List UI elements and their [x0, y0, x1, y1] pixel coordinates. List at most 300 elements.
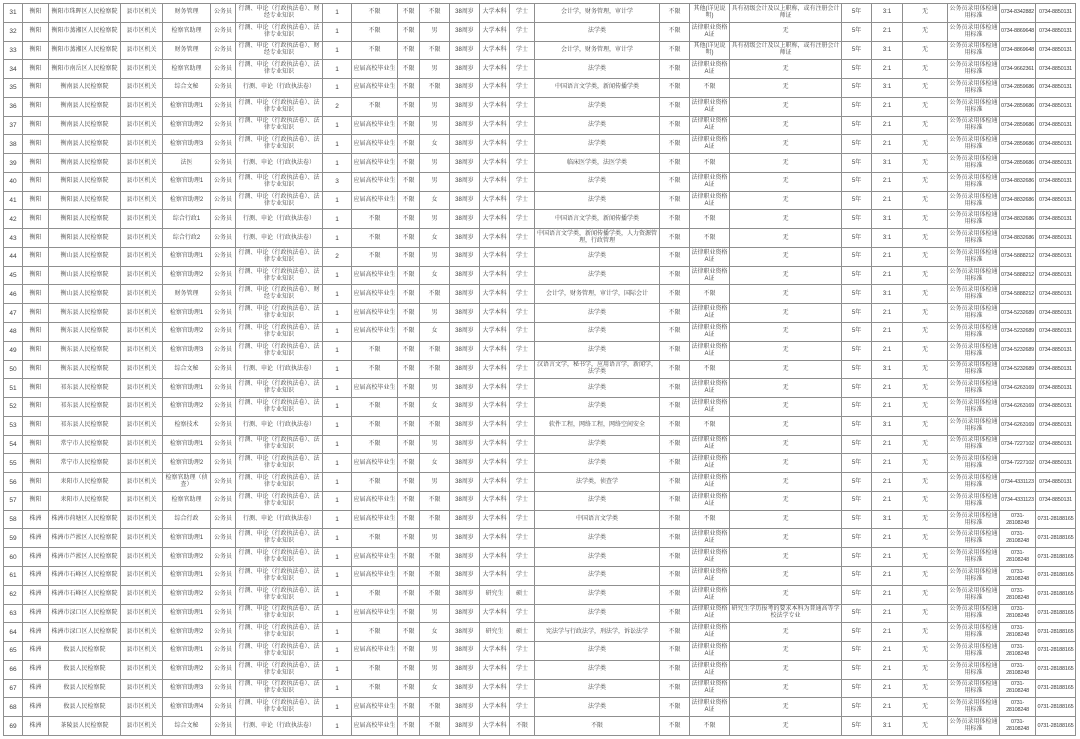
- cell-education: 大学本科: [480, 97, 510, 116]
- cell-fitness: 无: [903, 529, 948, 548]
- cell-education: 大学本科: [480, 548, 510, 567]
- cell-count: 1: [323, 304, 352, 323]
- cell-degree: 学士: [510, 4, 535, 23]
- cell-gender: 不限: [420, 360, 450, 379]
- cell-unit: 株洲市荷塘区人民检察院: [49, 510, 121, 529]
- cell-no: 64: [4, 623, 23, 642]
- cell-count: 2: [323, 97, 352, 116]
- cell-service_years: 5年: [842, 548, 872, 567]
- cell-level: 县市区机关: [121, 566, 163, 585]
- cell-city: 衡阳: [23, 491, 49, 510]
- cell-limit_b: 不限: [660, 116, 690, 135]
- cell-count: 1: [323, 642, 352, 661]
- cell-limit_b: 不限: [660, 97, 690, 116]
- cell-type: 公务员: [211, 454, 236, 473]
- cell-certificate: 法律职业资格A证: [690, 22, 730, 41]
- cell-position: 检察官助理2: [163, 398, 211, 417]
- cell-age: 38周岁: [450, 548, 480, 567]
- cell-position: 检察官助理1: [163, 604, 211, 623]
- cell-no: 66: [4, 660, 23, 679]
- cell-limit_b: 不限: [660, 247, 690, 266]
- cell-other_req: 无: [730, 360, 842, 379]
- cell-type: 公务员: [211, 642, 236, 661]
- cell-level: 县市区机关: [121, 191, 163, 210]
- cell-phone_supervise: 0731-28188165: [1036, 698, 1076, 717]
- cell-service_years: 5年: [842, 604, 872, 623]
- cell-phone_supervise: 0731-28188165: [1036, 642, 1076, 661]
- cell-fitness: 无: [903, 22, 948, 41]
- cell-limit_a: 不限: [398, 717, 420, 736]
- cell-service_years: 5年: [842, 566, 872, 585]
- cell-service_years: 5年: [842, 4, 872, 23]
- cell-phone_consult: 0734-2859686: [1000, 135, 1036, 154]
- cell-gender: 女: [420, 679, 450, 698]
- table-row: [4, 398, 1076, 417]
- cell-exam_ratio: 3:1: [872, 154, 903, 173]
- cell-level: 县市区机关: [121, 717, 163, 736]
- cell-count: 1: [323, 22, 352, 41]
- cell-unit: 常宁市人民检察院: [49, 435, 121, 454]
- cell-count: 1: [323, 679, 352, 698]
- cell-gender: 不限: [420, 79, 450, 98]
- cell-degree: 学士: [510, 435, 535, 454]
- cell-physical: 公务员录用体检通用标准: [948, 642, 1000, 661]
- cell-limit_a: 不限: [398, 473, 420, 492]
- cell-limit_a: 不限: [398, 285, 420, 304]
- cell-count: 3: [323, 172, 352, 191]
- cell-certificate: 法律职业资格A证: [690, 454, 730, 473]
- cell-age: 38周岁: [450, 247, 480, 266]
- cell-exam_ratio: 3:1: [872, 285, 903, 304]
- cell-limit_b: 不限: [660, 41, 690, 60]
- cell-degree: 学士: [510, 360, 535, 379]
- cell-limit_a: 不限: [398, 229, 420, 248]
- cell-level: 县市区机关: [121, 398, 163, 417]
- cell-target: 应届高校毕业生: [352, 717, 398, 736]
- cell-age: 38周岁: [450, 341, 480, 360]
- cell-phone_supervise: 0731-28188165: [1036, 529, 1076, 548]
- cell-position: 财务管理: [163, 41, 211, 60]
- cell-position: 检察官助理2: [163, 323, 211, 342]
- cell-limit_b: 不限: [660, 585, 690, 604]
- cell-major: 汉语言文学，秘书学，应用语言学，新闻学，法学类: [535, 360, 660, 379]
- cell-degree: 学士: [510, 454, 535, 473]
- cell-certificate: 法律职业资格A证: [690, 266, 730, 285]
- cell-service_years: 5年: [842, 435, 872, 454]
- cell-degree: 学士: [510, 247, 535, 266]
- cell-no: 47: [4, 304, 23, 323]
- cell-age: 38周岁: [450, 285, 480, 304]
- cell-position: 检察官助理1: [163, 529, 211, 548]
- cell-target: 应届高校毕业生: [352, 698, 398, 717]
- cell-phone_supervise: 0734-8850131: [1036, 154, 1076, 173]
- cell-limit_b: 不限: [660, 79, 690, 98]
- table-row: [4, 247, 1076, 266]
- cell-degree: 不限: [510, 717, 535, 736]
- cell-gender: 男: [420, 116, 450, 135]
- cell-position: 检察技术: [163, 416, 211, 435]
- table-row: [4, 454, 1076, 473]
- cell-city: 株洲: [23, 548, 49, 567]
- cell-gender: 不限: [420, 548, 450, 567]
- cell-certificate: 不限: [690, 416, 730, 435]
- cell-position: 检察官助理2: [163, 623, 211, 642]
- cell-phone_consult: 0731-28108248: [1000, 510, 1036, 529]
- cell-phone_supervise: 0731-28188165: [1036, 717, 1076, 736]
- cell-age: 38周岁: [450, 529, 480, 548]
- cell-exam: 行测、申论（行政执法卷）、法律专业知识: [236, 97, 323, 116]
- cell-phone_consult: 0731-28108248: [1000, 623, 1036, 642]
- cell-limit_b: 不限: [660, 548, 690, 567]
- cell-fitness: 无: [903, 398, 948, 417]
- table-row: [4, 566, 1076, 585]
- cell-degree: 学士: [510, 642, 535, 661]
- cell-level: 县市区机关: [121, 548, 163, 567]
- cell-limit_a: 不限: [398, 79, 420, 98]
- cell-phone_consult: 0734-8832686: [1000, 191, 1036, 210]
- cell-count: 1: [323, 229, 352, 248]
- cell-no: 60: [4, 548, 23, 567]
- table-row: [4, 266, 1076, 285]
- cell-phone_consult: 0731-28108248: [1000, 604, 1036, 623]
- cell-exam: 行测、申论（行政执法卷）: [236, 79, 323, 98]
- cell-count: 2: [323, 247, 352, 266]
- cell-unit: 衡阳市蒸湘区人民检察院: [49, 41, 121, 60]
- cell-count: 1: [323, 41, 352, 60]
- cell-no: 34: [4, 60, 23, 79]
- cell-education: 大学本科: [480, 416, 510, 435]
- cell-phone_supervise: 0734-8850131: [1036, 116, 1076, 135]
- cell-count: 1: [323, 660, 352, 679]
- cell-certificate: 法律职业资格A证: [690, 491, 730, 510]
- cell-target: 应届高校毕业生: [352, 491, 398, 510]
- cell-certificate: 法律职业资格A证: [690, 398, 730, 417]
- cell-degree: 学士: [510, 154, 535, 173]
- cell-gender: 男: [420, 210, 450, 229]
- table-row: [4, 97, 1076, 116]
- cell-limit_b: 不限: [660, 341, 690, 360]
- cell-exam_ratio: 2:1: [872, 698, 903, 717]
- cell-exam: 行测、申论（行政执法卷）、法律专业知识: [236, 473, 323, 492]
- cell-phone_consult: 0734-8832686: [1000, 172, 1036, 191]
- cell-limit_b: 不限: [660, 285, 690, 304]
- cell-target: 不限: [352, 585, 398, 604]
- cell-no: 41: [4, 191, 23, 210]
- cell-service_years: 5年: [842, 454, 872, 473]
- cell-limit_b: 不限: [660, 454, 690, 473]
- cell-major: 法学类: [535, 304, 660, 323]
- cell-limit_b: 不限: [660, 135, 690, 154]
- cell-other_req: 无: [730, 454, 842, 473]
- cell-exam_ratio: 3:1: [872, 210, 903, 229]
- cell-limit_a: 不限: [398, 660, 420, 679]
- cell-certificate: 法律职业资格A证: [690, 135, 730, 154]
- cell-fitness: 无: [903, 379, 948, 398]
- table-row: [4, 698, 1076, 717]
- cell-city: 衡阳: [23, 97, 49, 116]
- cell-city: 株洲: [23, 717, 49, 736]
- cell-fitness: 无: [903, 435, 948, 454]
- cell-exam_ratio: 2:1: [872, 585, 903, 604]
- cell-type: 公务员: [211, 548, 236, 567]
- cell-position: 检察官助理2: [163, 116, 211, 135]
- cell-count: 1: [323, 548, 352, 567]
- cell-degree: 学士: [510, 566, 535, 585]
- cell-city: 衡阳: [23, 41, 49, 60]
- cell-other_req: 无: [730, 717, 842, 736]
- cell-degree: 学士: [510, 210, 535, 229]
- cell-exam_ratio: 2:1: [872, 491, 903, 510]
- cell-city: 株洲: [23, 660, 49, 679]
- cell-phone_supervise: 0731-28188165: [1036, 623, 1076, 642]
- cell-gender: 男: [420, 22, 450, 41]
- cell-phone_supervise: 0734-8850131: [1036, 454, 1076, 473]
- cell-count: 1: [323, 529, 352, 548]
- cell-city: 衡阳: [23, 154, 49, 173]
- cell-exam_ratio: 2:1: [872, 604, 903, 623]
- cell-phone_consult: 0734-8869648: [1000, 22, 1036, 41]
- cell-exam_ratio: 2:1: [872, 435, 903, 454]
- cell-target: 不限: [352, 529, 398, 548]
- cell-gender: 男: [420, 379, 450, 398]
- cell-limit_a: 不限: [398, 623, 420, 642]
- cell-type: 公务员: [211, 473, 236, 492]
- cell-other_req: 无: [730, 566, 842, 585]
- cell-phone_consult: 0731-28108248: [1000, 642, 1036, 661]
- cell-limit_a: 不限: [398, 41, 420, 60]
- cell-target: 不限: [352, 97, 398, 116]
- cell-target: 不限: [352, 360, 398, 379]
- cell-service_years: 5年: [842, 379, 872, 398]
- cell-fitness: 无: [903, 116, 948, 135]
- cell-certificate: 法律职业资格A证: [690, 60, 730, 79]
- cell-target: 应届高校毕业生: [352, 154, 398, 173]
- cell-limit_a: 不限: [398, 360, 420, 379]
- table-row: [4, 473, 1076, 492]
- cell-unit: 衡南县人民检察院: [49, 79, 121, 98]
- cell-type: 公务员: [211, 97, 236, 116]
- cell-degree: 学士: [510, 491, 535, 510]
- cell-level: 县市区机关: [121, 229, 163, 248]
- cell-limit_a: 不限: [398, 97, 420, 116]
- cell-age: 38周岁: [450, 210, 480, 229]
- cell-limit_b: 不限: [660, 154, 690, 173]
- cell-position: 检察官助理1: [163, 172, 211, 191]
- cell-phone_consult: 0734-6263169: [1000, 398, 1036, 417]
- cell-count: 1: [323, 491, 352, 510]
- cell-age: 38周岁: [450, 41, 480, 60]
- cell-limit_b: 不限: [660, 473, 690, 492]
- cell-major: 法学类: [535, 116, 660, 135]
- cell-physical: 公务员录用体检通用标准: [948, 529, 1000, 548]
- cell-level: 县市区机关: [121, 679, 163, 698]
- cell-exam: 行测、申论（行政执法卷）、法律专业知识: [236, 585, 323, 604]
- cell-city: 衡阳: [23, 229, 49, 248]
- cell-fitness: 无: [903, 642, 948, 661]
- cell-phone_supervise: 0734-8850131: [1036, 341, 1076, 360]
- cell-degree: 学士: [510, 172, 535, 191]
- cell-certificate: 法律职业资格A证: [690, 660, 730, 679]
- cell-gender: 女: [420, 266, 450, 285]
- cell-other_req: 研究生学历报考的要求本科为普通高等学校法学专业: [730, 604, 842, 623]
- cell-phone_supervise: 0734-8850131: [1036, 247, 1076, 266]
- cell-limit_b: 不限: [660, 529, 690, 548]
- cell-type: 公务员: [211, 698, 236, 717]
- cell-count: 1: [323, 210, 352, 229]
- cell-city: 株洲: [23, 566, 49, 585]
- cell-age: 38周岁: [450, 604, 480, 623]
- cell-level: 县市区机关: [121, 4, 163, 23]
- cell-service_years: 5年: [842, 510, 872, 529]
- table-row: [4, 604, 1076, 623]
- cell-other_req: 无: [730, 548, 842, 567]
- cell-degree: 学士: [510, 379, 535, 398]
- cell-level: 县市区机关: [121, 247, 163, 266]
- cell-target: 应届高校毕业生: [352, 566, 398, 585]
- cell-type: 公务员: [211, 79, 236, 98]
- cell-position: 综合行政1: [163, 210, 211, 229]
- cell-limit_b: 不限: [660, 660, 690, 679]
- cell-position: 检察官助理2: [163, 266, 211, 285]
- cell-position: 综合文秘: [163, 360, 211, 379]
- cell-exam_ratio: 2:1: [872, 454, 903, 473]
- cell-education: 大学本科: [480, 22, 510, 41]
- cell-target: 应届高校毕业生: [352, 323, 398, 342]
- cell-education: 大学本科: [480, 642, 510, 661]
- cell-phone_consult: 0734-2859686: [1000, 154, 1036, 173]
- cell-exam: 行测、申论（行政执法卷）、法律专业知识: [236, 323, 323, 342]
- cell-limit_a: 不限: [398, 323, 420, 342]
- cell-major: 软件工程，网络工程，网络空间安全: [535, 416, 660, 435]
- cell-phone_supervise: 0734-8850131: [1036, 97, 1076, 116]
- cell-certificate: 法律职业资格A证: [690, 323, 730, 342]
- table-row: [4, 229, 1076, 248]
- cell-count: 1: [323, 585, 352, 604]
- cell-phone_supervise: 0734-8850131: [1036, 435, 1076, 454]
- cell-level: 县市区机关: [121, 135, 163, 154]
- cell-phone_supervise: 0734-8850131: [1036, 4, 1076, 23]
- cell-type: 公务员: [211, 22, 236, 41]
- cell-target: 不限: [352, 210, 398, 229]
- cell-service_years: 5年: [842, 22, 872, 41]
- cell-other_req: 无: [730, 97, 842, 116]
- cell-exam_ratio: 2:1: [872, 22, 903, 41]
- table-row: [4, 491, 1076, 510]
- cell-level: 县市区机关: [121, 172, 163, 191]
- cell-city: 株洲: [23, 510, 49, 529]
- cell-gender: 女: [420, 323, 450, 342]
- cell-no: 46: [4, 285, 23, 304]
- cell-level: 县市区机关: [121, 585, 163, 604]
- cell-age: 38周岁: [450, 660, 480, 679]
- cell-education: 大学本科: [480, 304, 510, 323]
- cell-city: 衡阳: [23, 135, 49, 154]
- cell-unit: 衡山县人民检察院: [49, 247, 121, 266]
- cell-education: 大学本科: [480, 79, 510, 98]
- cell-service_years: 5年: [842, 660, 872, 679]
- cell-phone_supervise: 0734-8850131: [1036, 416, 1076, 435]
- cell-education: 大学本科: [480, 341, 510, 360]
- cell-major: 法学类: [535, 642, 660, 661]
- cell-certificate: 法律职业资格A证: [690, 191, 730, 210]
- table-row: [4, 154, 1076, 173]
- cell-city: 衡阳: [23, 172, 49, 191]
- cell-degree: 学士: [510, 304, 535, 323]
- cell-unit: 耒阳市人民检察院: [49, 491, 121, 510]
- cell-unit: 常宁市人民检察院: [49, 454, 121, 473]
- cell-limit_b: 不限: [660, 172, 690, 191]
- cell-count: 1: [323, 698, 352, 717]
- cell-no: 45: [4, 266, 23, 285]
- cell-unit: 攸县人民检察院: [49, 679, 121, 698]
- cell-exam_ratio: 3:1: [872, 41, 903, 60]
- cell-education: 研究生: [480, 623, 510, 642]
- cell-count: 1: [323, 191, 352, 210]
- table-row: [4, 79, 1076, 98]
- cell-gender: 女: [420, 135, 450, 154]
- cell-count: 1: [323, 116, 352, 135]
- cell-age: 38周岁: [450, 79, 480, 98]
- cell-position: 检察官助理1: [163, 642, 211, 661]
- cell-unit: 祁东县人民检察院: [49, 416, 121, 435]
- cell-position: 检察官助理: [163, 491, 211, 510]
- cell-age: 38周岁: [450, 360, 480, 379]
- cell-service_years: 5年: [842, 398, 872, 417]
- cell-degree: 学士: [510, 229, 535, 248]
- cell-no: 33: [4, 41, 23, 60]
- cell-certificate: 不限: [690, 285, 730, 304]
- cell-phone_supervise: 0731-28188165: [1036, 548, 1076, 567]
- cell-gender: 不限: [420, 491, 450, 510]
- cell-unit: 株洲市芦淞区人民检察院: [49, 529, 121, 548]
- cell-education: 大学本科: [480, 116, 510, 135]
- cell-phone_consult: 0734-5232689: [1000, 360, 1036, 379]
- cell-gender: 男: [420, 154, 450, 173]
- cell-limit_b: 不限: [660, 604, 690, 623]
- cell-phone_supervise: 0734-8850131: [1036, 210, 1076, 229]
- cell-limit_a: 不限: [398, 548, 420, 567]
- cell-exam: 行测、申论（行政执法卷）、法律专业知识: [236, 529, 323, 548]
- cell-physical: 公务员录用体检通用标准: [948, 454, 1000, 473]
- cell-city: 衡阳: [23, 379, 49, 398]
- cell-unit: 株洲市渌口区人民检察院: [49, 623, 121, 642]
- cell-gender: 男: [420, 529, 450, 548]
- cell-unit: 祁东县人民检察院: [49, 379, 121, 398]
- cell-limit_a: 不限: [398, 604, 420, 623]
- cell-other_req: 无: [730, 623, 842, 642]
- cell-certificate: 法律职业资格A证: [690, 623, 730, 642]
- cell-physical: 公务员录用体检通用标准: [948, 585, 1000, 604]
- cell-education: 大学本科: [480, 41, 510, 60]
- cell-fitness: 无: [903, 323, 948, 342]
- cell-physical: 公务员录用体检通用标准: [948, 41, 1000, 60]
- cell-target: 应届高校毕业生: [352, 548, 398, 567]
- cell-other_req: 具有初级会计及以上职称，或有注册会计师证: [730, 4, 842, 23]
- cell-target: 不限: [352, 679, 398, 698]
- cell-type: 公务员: [211, 135, 236, 154]
- cell-education: 大学本科: [480, 679, 510, 698]
- cell-major: 法学类: [535, 341, 660, 360]
- cell-position: 检察官助理1: [163, 435, 211, 454]
- table-row: [4, 191, 1076, 210]
- cell-fitness: 无: [903, 4, 948, 23]
- cell-education: 大学本科: [480, 191, 510, 210]
- cell-unit: 攸县人民检察院: [49, 660, 121, 679]
- table-row: [4, 548, 1076, 567]
- cell-physical: 公务员录用体检通用标准: [948, 698, 1000, 717]
- cell-physical: 公务员录用体检通用标准: [948, 435, 1000, 454]
- cell-phone_supervise: 0734-8850131: [1036, 172, 1076, 191]
